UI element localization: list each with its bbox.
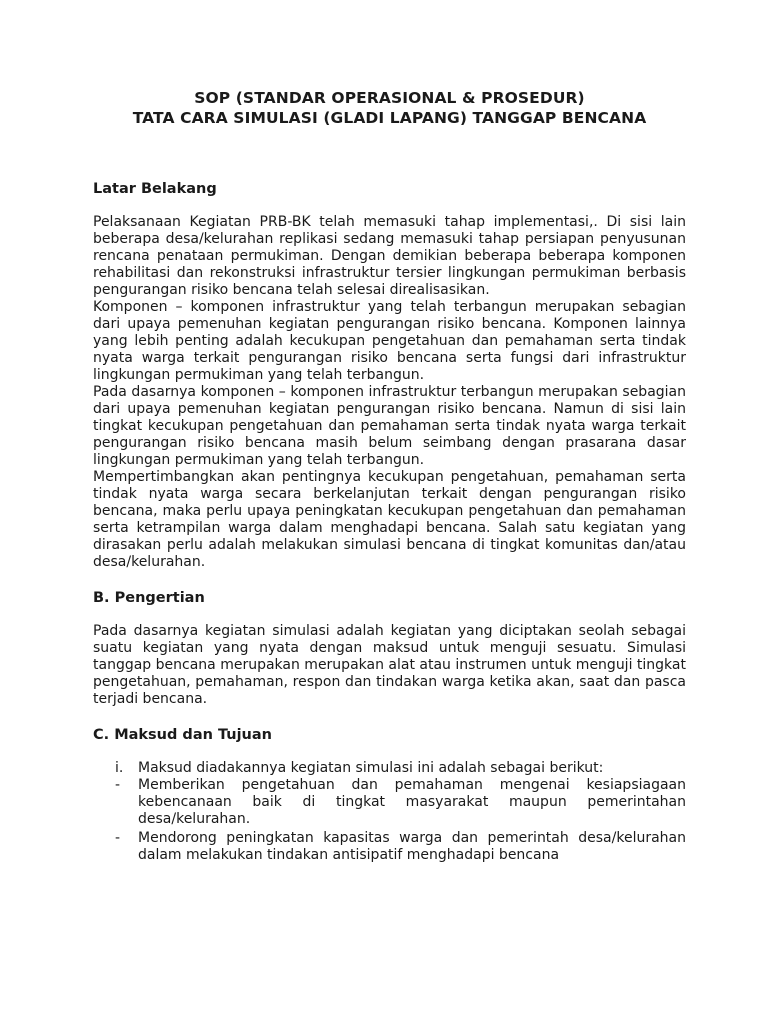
list-marker: i. [115,760,124,776]
heading-pengertian: B. Pengertian [93,590,205,606]
document-page [93,88,686,864]
list-item [93,760,686,777]
paragraph: Komponen – komponen infrastruktur yang telah terbangun merupakan sebagian dari upaya pemenuhan kegiatan pengurangan risiko bencana. Komponen lainnya yang lebih penting adalah kecukupan pengetahuan dan pemahaman serta tindak nyata warga terkait pengurangan risiko bencana serta fungsi dari infrastruktur lingkungan permukiman yang telah terbangun. [93,299,686,383]
list-item-text: Memberikan pengetahuan dan pemahaman mengenai kesiapsiagaan kebencanaan baik di tingkat masyarakat maupun pemerintahan desa/kelurahan. [138,777,686,827]
heading-maksud-tujuan: C. Maksud dan Tujuan [93,727,272,743]
list-item-text: Mendorong peningkatan kapasitas warga dan pemerintah desa/kelurahan dalam melakukan tindakan antisipatif menghadapi bencana [138,830,686,863]
list-item [93,830,686,864]
paragraph: Mempertimbangkan akan pentingnya kecukupan pengetahuan, pemahaman serta tindak nyata warga secara berkelanjutan terkait dengan pengurangan risiko bencana, maka perlu upaya peningkatan kecukupan pengetahuan dan pemahaman serta ketrampilan warga dalam menghadapi bencana. Salah satu kegiatan yang dirasakan perlu adalah melakukan simulasi bencana di tingkat komunitas dan/atau desa/kelurahan. [93,469,686,570]
paragraph: Pada dasarnya komponen – komponen infrastruktur terbangun merupakan sebagian dari upaya pemenuhan kegiatan pengurangan risiko bencana. Namun di sisi lain tingkat kecukupan pengetahuan dan pemahaman serta tindak nyata warga terkait pengurangan risiko bencana masih belum seimbang dengan prasarana dasar lingkungan permukiman yang telah terbangun. [93,384,686,468]
paragraph: Pelaksanaan Kegiatan PRB-BK telah memasuki tahap implementasi,. Di sisi lain beberapa desa/kelurahan replikasi sedang memasuki tahap persiapan penyusunan rencana penataan permukiman. Dengan demikian beberapa beberapa komponen rehabilitasi dan rekonstruksi infrastruktur tersier lingkungan permukiman berbasis pengurangan risiko bencana telah selesai direalisasikan. [93,214,686,298]
section-latar-belakang [93,214,686,571]
title-line-2: TATA CARA SIMULASI (GLADI LAPANG) TANGGAP BENCANA [132,109,647,127]
paragraph-pengertian: Pada dasarnya kegiatan simulasi adalah kegiatan yang diciptakan seolah sebagai suatu kegiatan yang nyata dengan maksud untuk menguji sesuatu. Simulasi tanggap bencana merupakan merupakan alat atau instrumen untuk menguji tingkat pengetahuan, pemahaman, respon dan tindakan warga ketika akan, saat dan pasca terjadi bencana. [93,623,686,707]
list-marker: - [115,777,121,793]
list-item-text: Maksud diadakannya kegiatan simulasi ini adalah sebagai berikut: [138,760,604,776]
list-item [93,777,686,828]
maksud-list [93,760,686,864]
heading-latar-belakang: Latar Belakang [93,181,217,197]
title-line-1: SOP (STANDAR OPERASIONAL & PROSEDUR) [194,89,585,107]
document-title [93,88,686,128]
list-marker: - [115,830,121,846]
